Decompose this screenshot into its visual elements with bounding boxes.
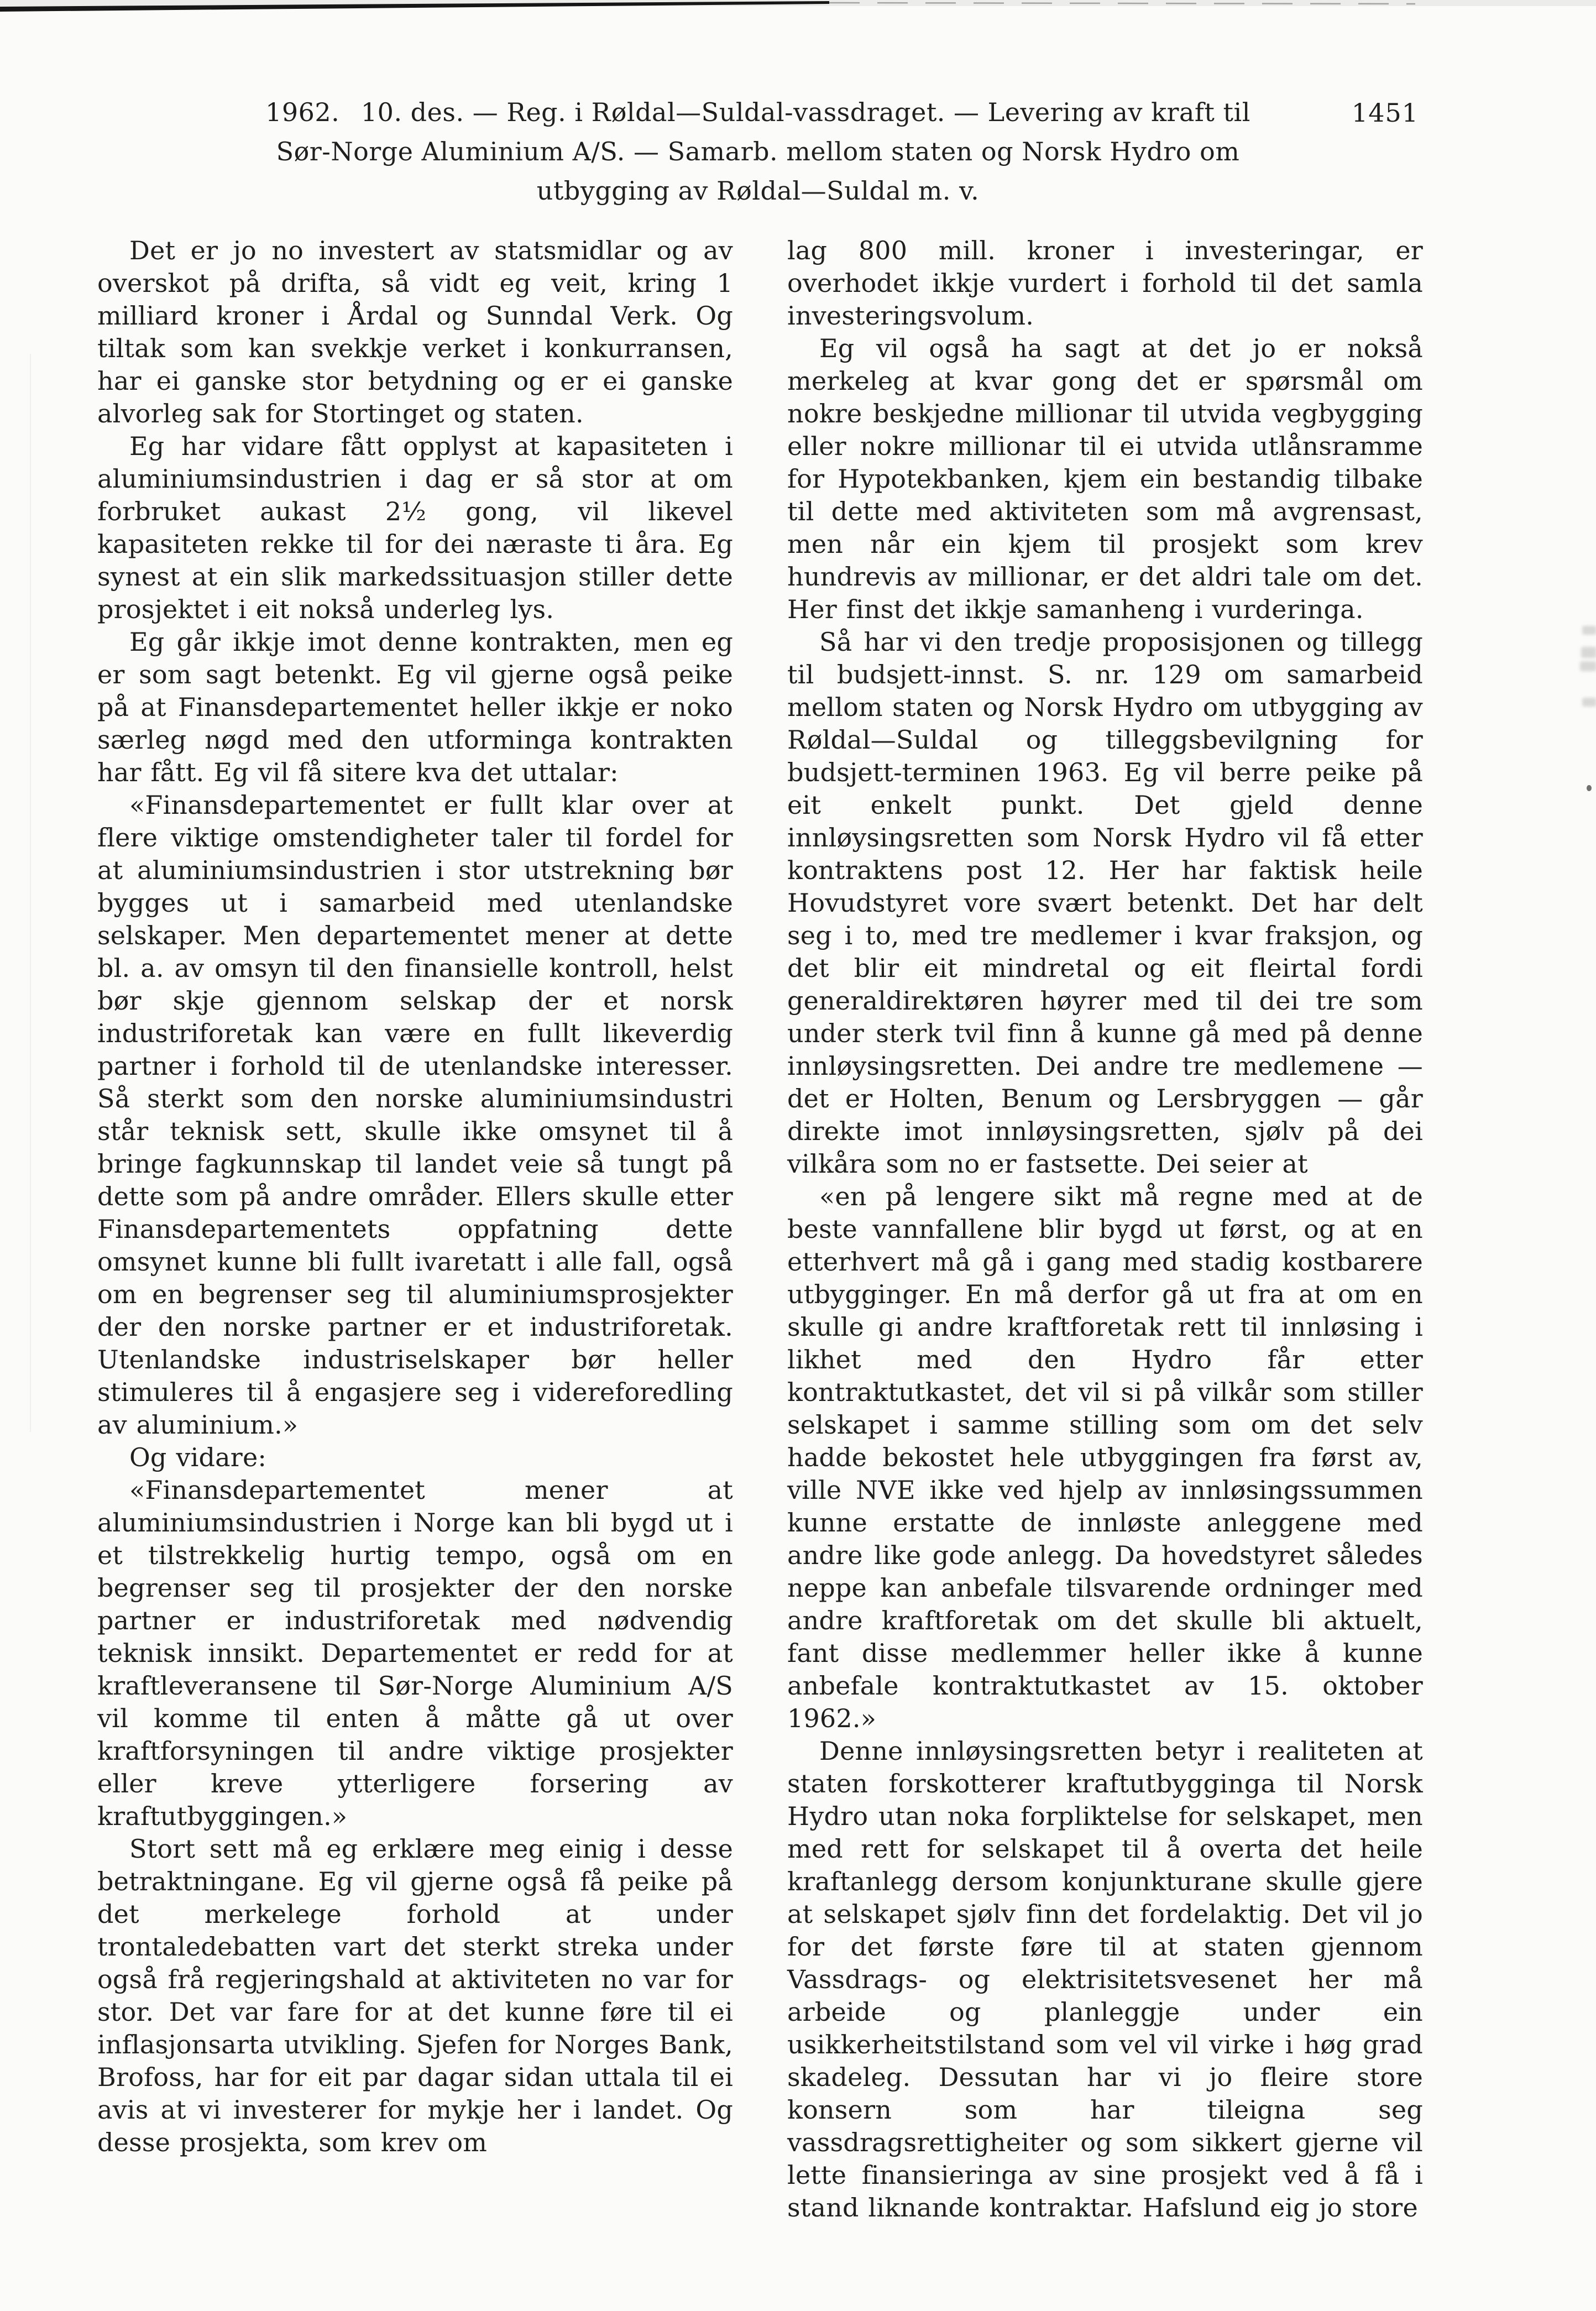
header-line-3: utbygging av Røldal—Suldal m. v. xyxy=(536,176,980,206)
scan-smudge-artifact xyxy=(1582,698,1596,707)
page-number: 1451 xyxy=(1351,98,1419,128)
paragraph: Eg har vidare fått opplyst at kapasiteten i aluminiumsindustrien i dag er så stor at om forbruket aukast 2½ gong, vil likevel kapasiteten rekke til for dei næraste ti åra. Eg synest at ein slik markedssituasjon stiller dette prosjektet i eit nokså underleg lys. xyxy=(97,431,733,624)
paragraph: Denne innløysingsretten betyr i realiteten at staten forskotterer kraftutbygginga til Norsk Hydro utan noka forpliktelse for selskapet, men med rett for selskapet til å overta det heile kraftanlegg dersom konjunkturane skulle gjere at selskapet sjølv finn det fordelaktig. Det vil jo for det første føre til at staten gjennom Vassdrags- og elektrisitetsvesenet her må arbeide og planleggje under ein usikkerheitstilstand som vel vil virke i høg grad skadeleg. Dessutan har vi jo fleire store konsern som har tileigna seg vassdragsrettigheiter og som sikkert gjerne vil lette finansieringa av sine prosjekt ved å få i stand liknande kontraktar. Hafslund eig jo store xyxy=(787,1736,1423,2223)
quote-paragraph: «Finansdepartementet mener at aluminiumsindustrien i Norge kan bli bygd ut i et tilstrekkelig hurtig tempo, også om en begrenser seg til prosjekter der den norske partner er industriforetak med nødvendig teknisk innsikt. Departementet er redd for at kraftleveransene til Sør-Norge Aluminium A/S vil komme til enten å måtte gå ut over kraftforsyningen til andre viktige prosjekter eller kreve ytterligere forsering av kraftutbyggingen.» xyxy=(97,1475,733,1831)
paragraph: Stort sett må eg erklære meg einig i desse betraktningane. Eg vil gjerne også få peike på det merkelege forhold at under trontaledebatten vart det sterkt streka under også frå regjeringshald at aktiviteten no var for stor. Det var fare for at det kunne føre til ei inflasjonsarta utvikling. Sjefen for Norges Bank, Brofoss, har for eit par dagar sidan uttala til ei avis at vi investerer for mykje her i landet. Og desse prosjekta, som krev om xyxy=(97,1834,733,2157)
scan-gutter-artifact xyxy=(30,354,31,1432)
left-column xyxy=(97,234,733,2159)
quote-paragraph: «en på lengere sikt må regne med at de beste vannfallene blir bygd ut først, og at en etterhvert må gå i gang med stadig kostbarere utbygginger. En må derfor gå ut fra at om en skulle gi andre kraftforetak rett til innløsing i likhet med den Hydro får etter kontraktutkastet, det vil si på vilkår som stiller selskapet i samme stilling som om det selv hadde bekostet hele utbyggingen fra først av, ville NVE ikke ved hjelp av innløsingssummen kunne erstatte de innløste anleggene med andre like gode anlegg. Da hovedstyret således neppe kan anbefale tilsvarende ordninger med andre kraftforetak om det skulle bli aktuelt, fant disse medlemmer heller ikke å kunne anbefale kontraktutkastet av 15. oktober 1962.» xyxy=(787,1181,1423,1733)
page-header xyxy=(97,93,1419,211)
quote-paragraph: «Finansdepartementet er fullt klar over at flere viktige omstendigheter taler til fordel for at aluminiumsindustrien i stor utstrekning bør bygges ut i samarbeid med utenlandske selskaper. Men departementet mener at dette bl. a. av omsyn til den finansielle kontroll, helst bør skje gjennom selskap der et norsk industriforetak kan være en fullt likeverdig partner i forhold til de utenlandske interesser. Så sterkt som den norske aluminiumsindustri står teknisk sett, skulle ikke omsynet til å bringe fagkunnskap til landet veie så tungt på dette som på andre områder. Ellers skulle etter Finansdepartementets oppfatning dette omsynet kunne bli fullt ivaretatt i alle fall, også om en begrenser seg til aluminiumsprosjekter der den norske partner er et industriforetak. Utenlandske industriselskaper bør heller stimuleres til å engasjere seg i videreforedling av aluminium.» xyxy=(97,790,733,1440)
right-column xyxy=(787,234,1423,2224)
paragraph: Så har vi den tredje proposisjonen og tillegg til budsjett-innst. S. nr. 129 om samarbeid mellom staten og Norsk Hydro om utbygging av Røldal—Suldal og tilleggsbevilgning for budsjett-terminen 1963. Eg vil berre peike på eit enkelt punkt. Det gjeld denne innløysingsretten som Norsk Hydro vil få etter kontraktens post 12. Her har faktisk heile Hovudstyret vore svært betenkt. Det har delt seg i to, med tre medlemer i kvar fraksjon, og det blir eit mindretal og eit fleirtal fordi generaldirektøren høyrer med til dei tre som under sterk tvil finn å kunne gå med på denne innløysingsretten. Dei andre tre medlemene — det er Holten, Benum og Lersbryggen — går direkte imot innløysingsretten, sjølv på dei vilkåra som no er fastsette. Dei seier at xyxy=(787,627,1423,1179)
header-line-1: 1962. 10. des. — Reg. i Røldal—Suldal-vassdraget. — Levering av kraft til xyxy=(265,97,1250,127)
paragraph: Eg går ikkje imot denne kontrakten, men eg er som sagt betenkt. Eg vil gjerne også peike på at Finansdepartementet heller ikkje er noko særleg nøgd med den utforminga kontrakten har fått. Eg vil få sitere kva det uttalar: xyxy=(97,627,733,787)
paragraph: Eg vil også ha sagt at det jo er nokså merkeleg at kvar gong det er spørsmål om nokre beskjedne millionar til utvida vegbygging eller nokre millionar til ei utvida utlånsramme for Hypotekbanken, kjem ein bestandig tilbake til dette med aktiviteten som må avgrensast, men når ein kjem til prosjekt som krev hundrevis av millionar, er det aldri tale om det. Her finst det ikkje samanheng i vurderinga. xyxy=(787,333,1423,624)
paragraph: Det er jo no investert av statsmidlar og av overskot på drifta, så vidt eg veit, kring 1 milliard kroner i Årdal og Sunndal Verk. Og tiltak som kan svekkje verket i konkurransen, har ei ganske stor betydning og er ei ganske alvorleg sak for Stortinget og staten. xyxy=(97,236,733,428)
scan-smudge-artifact xyxy=(1581,647,1596,658)
scan-line-artifact xyxy=(0,0,1596,22)
scan-smudge-artifact xyxy=(1582,626,1596,635)
paragraph: lag 800 mill. kroner i investeringar, er overhodet ikkje vurdert i forhold til det samla investeringsvolum. xyxy=(787,236,1423,331)
paragraph: Og vidare: xyxy=(129,1442,267,1472)
scan-smudge-artifact xyxy=(1580,661,1596,671)
header-line-2: Sør-Norge Aluminium A/S. — Samarb. mellom staten og Norsk Hydro om xyxy=(276,137,1240,166)
scan-dot-artifact xyxy=(1587,785,1592,791)
